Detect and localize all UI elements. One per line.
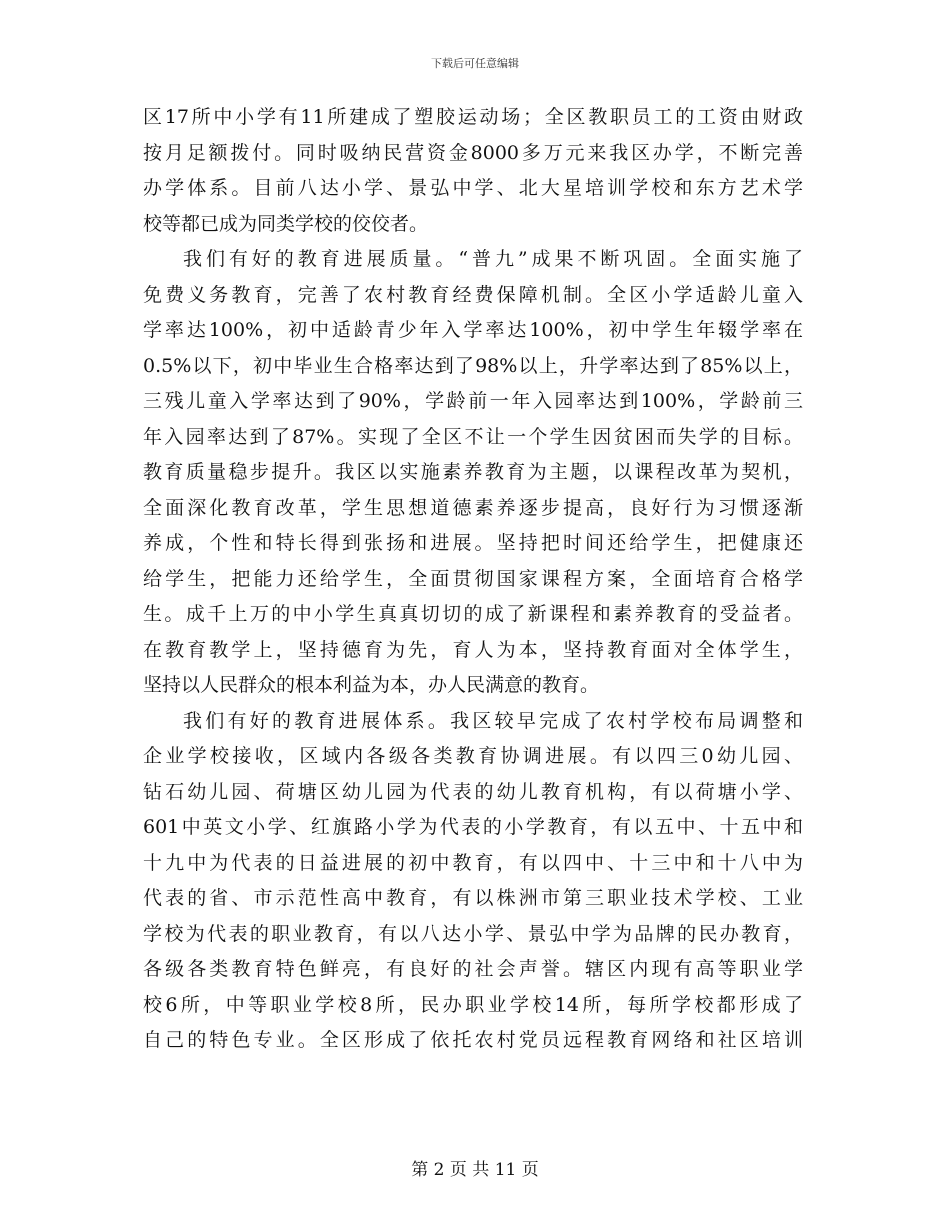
page-header: 下载后可任意编辑	[431, 57, 519, 70]
text-line: 各级各类教育特色鲜亮，有良好的社会声誉。辖区内现有高等职业学	[143, 958, 803, 980]
text-line: 十九中为代表的日益进展的初中教育，有以四中、十三中和十八中为	[143, 851, 803, 874]
text-line: 自己的特色专业。全区形成了依托农村党员远程教育网络和社区培训	[143, 1029, 803, 1051]
paragraph-first-line: 我们有好的教育进展质量。“普九”成果不断巩固。全面实施了	[183, 248, 803, 270]
text-line: 养成，个性和特长得到张扬和进展。坚持把时间还给学生，把健康还	[143, 532, 803, 554]
text-line: 0.5%以下，初中毕业生合格率达到了98%以上，升学率达到了85%以上，	[143, 354, 803, 377]
text-line: 校6所，中等职业学校8所，民办职业学校14所，每所学校都形成了	[143, 993, 803, 1016]
text-line: 生。成千上万的中小学生真真切切的成了新课程和素养教育的受益者。	[143, 603, 803, 625]
text-line: 在教育教学上，坚持德育为先，育人为本，坚持教育面对全体学生，	[143, 638, 803, 661]
text-line: 钻石幼儿园、荷塘区幼儿园为代表的幼儿教育机构，有以荷塘小学、	[143, 780, 803, 803]
text-line: 代表的省、市示范性高中教育，有以株洲市第三职业技术学校、工业	[143, 887, 803, 909]
text-line: 全面深化教育改革，学生思想道德素养逐步提高，良好行为习惯逐渐	[143, 496, 803, 519]
text-line: 区17所中小学有11所建成了塑胶运动场；全区教职员工的工资由财政	[143, 106, 803, 128]
text-line: 学率达100%，初中适龄青少年入学率达100%，初中学生年辍学率在	[143, 319, 803, 341]
text-line: 年入园率达到了87%。实现了全区不让一个学生因贫困而失学的目标。	[143, 425, 803, 448]
text-line: 给学生，把能力还给学生，全面贯彻国家课程方案，全面培育合格学	[143, 567, 803, 590]
text-line: 免费义务教育，完善了农村教育经费保障机制。全区小学适龄儿童入	[143, 283, 803, 306]
text-line: 教育质量稳步提升。我区以实施素养教育为主题，以课程改革为契机，	[143, 461, 803, 483]
text-line: 按月足额拨付。同时吸纳民营资金8000多万元来我区办学，不断完善	[143, 141, 803, 164]
page-footer: 第 2 页 共 11 页	[411, 1160, 539, 1180]
text-line: 601中英文小学、红旗路小学为代表的小学教育，有以五中、十五中和	[143, 816, 803, 838]
text-line: 企业学校接收，区域内各级各类教育协调进展。有以四三0幼儿园、	[143, 745, 803, 767]
body-text	[143, 100, 803, 1059]
text-line: 办学体系。目前八达小学、景弘中学、北大星培训学校和东方艺术学	[143, 177, 803, 199]
text-line: 坚持以人民群众的根本利益为本，办人民满意的教育。	[143, 674, 600, 696]
text-line: 学校为代表的职业教育，有以八达小学、景弘中学为品牌的民办教育，	[143, 922, 803, 945]
paragraph-first-line: 我们有好的教育进展体系。我区较早完成了农村学校布局调整和	[183, 709, 803, 732]
text-line: 校等都已成为同类学校的佼佼者。	[143, 212, 429, 235]
text-line: 三残儿童入学率达到了90%，学龄前一年入园率达到100%，学龄前三	[143, 390, 803, 412]
